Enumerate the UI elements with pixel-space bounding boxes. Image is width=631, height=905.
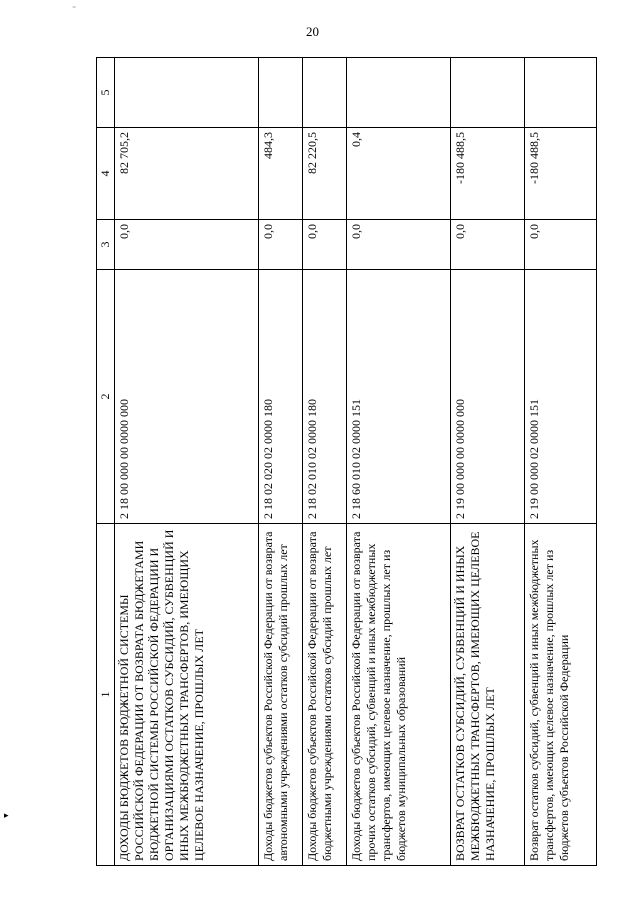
table-header-row bbox=[97, 58, 115, 866]
row-name-cell: ДОХОДЫ БЮДЖЕТОВ БЮДЖЕТНОЙ СИСТЕМЫ РОССИЙСКОЙ ФЕДЕРАЦИИ ОТ ВОЗВРАТА БЮДЖЕТАМИ БЮДЖЕТНОЙ СИСТЕМЫ РОССИЙСКОЙ ФЕДЕРАЦИИ И ОРГАНИЗАЦИЯМИ ОСТАТКОВ СУБСИДИЙ, СУБВЕНЦИЙ И ИНЫХ МЕЖБЮДЖЕТНЫХ ТРАНСФЕРТОВ, ИМЕЮЩИХ ЦЕЛЕВОЕ НАЗНАЧЕНИЕ, ПРОШЛЫХ ЛЕТ bbox=[115, 524, 259, 866]
table-row bbox=[525, 58, 597, 866]
row-col5-cell bbox=[347, 58, 451, 128]
row-code-cell: 2 18 60 010 02 0000 151 bbox=[347, 270, 451, 524]
row-col4-cell: 484,3 bbox=[259, 128, 303, 220]
row-col5-cell bbox=[303, 58, 347, 128]
row-col5-cell bbox=[259, 58, 303, 128]
row-col4-cell: 82 705,2 bbox=[115, 128, 259, 220]
row-col5-cell bbox=[525, 58, 597, 128]
row-name-cell: Возврат остатков субсидий, субвенций и иных межбюджетных трансфертов, имеющих целевое назначение, прошлых лет из бюджетов субъектов Российской Федерации bbox=[525, 524, 597, 866]
row-code-cell: 2 18 02 010 02 0000 180 bbox=[303, 270, 347, 524]
row-col3-cell: 0,0 bbox=[259, 220, 303, 270]
column-header-2: 2 bbox=[97, 270, 115, 524]
row-col3-cell: 0,0 bbox=[451, 220, 525, 270]
row-col4-cell: -180 488,5 bbox=[451, 128, 525, 220]
table-row bbox=[115, 58, 259, 866]
table-row bbox=[347, 58, 451, 866]
row-code-cell: 2 18 02 020 02 0000 180 bbox=[259, 270, 303, 524]
row-name-cell: ВОЗВРАТ ОСТАТКОВ СУБСИДИЙ, СУБВЕНЦИЙ И ИНЫХ МЕЖБЮДЖЕТНЫХ ТРАНСФЕРТОВ, ИМЕЮЩИХ ЦЕЛЕВОЕ НАЗНАЧЕНИЕ, ПРОШЛЫХ ЛЕТ bbox=[451, 524, 525, 866]
row-code-cell: 2 19 00 000 00 0000 000 bbox=[451, 270, 525, 524]
row-col4-cell: 0,4 bbox=[347, 128, 451, 220]
column-header-5: 5 bbox=[97, 58, 115, 128]
row-code-cell: 2 19 00 000 02 0000 151 bbox=[525, 270, 597, 524]
row-name-cell: Доходы бюджетов субъектов Российской Федерации от возврата бюджетными учреждениями остатков субсидий прошлых лет bbox=[303, 524, 347, 866]
row-name-cell: Доходы бюджетов субъектов Российской Федерации от возврата автономными учреждениями остатков субсидий прошлых лет bbox=[259, 524, 303, 866]
row-col5-cell bbox=[451, 58, 525, 128]
row-col4-cell: -180 488,5 bbox=[525, 128, 597, 220]
rotated-table-container bbox=[96, 58, 571, 866]
table-row bbox=[303, 58, 347, 866]
table-row bbox=[259, 58, 303, 866]
page-number: 20 bbox=[306, 24, 319, 39]
budget-table bbox=[96, 57, 597, 866]
row-col3-cell: 0,0 bbox=[347, 220, 451, 270]
row-col3-cell: 0,0 bbox=[525, 220, 597, 270]
column-header-4: 4 bbox=[97, 128, 115, 220]
row-col4-cell: 82 220,5 bbox=[303, 128, 347, 220]
table-row bbox=[451, 58, 525, 866]
row-col3-cell: 0,0 bbox=[115, 220, 259, 270]
scan-artifact-arrow: ▸ bbox=[4, 810, 9, 820]
row-col5-cell bbox=[115, 58, 259, 128]
column-header-3: 3 bbox=[97, 220, 115, 270]
row-col3-cell: 0,0 bbox=[303, 220, 347, 270]
scan-artifact-mark: ⁼ bbox=[72, 4, 77, 13]
row-name-cell: Доходы бюджетов субъектов Российской Федерации от возврата прочих остатков субсидий, субвенций и иных межбюджетных трансфертов, имеющих целевое назначение, прошлых лет из бюджетов муниципальных образований bbox=[347, 524, 451, 866]
row-code-cell: 2 18 00 000 00 0000 000 bbox=[115, 270, 259, 524]
column-header-1: 1 bbox=[97, 524, 115, 866]
